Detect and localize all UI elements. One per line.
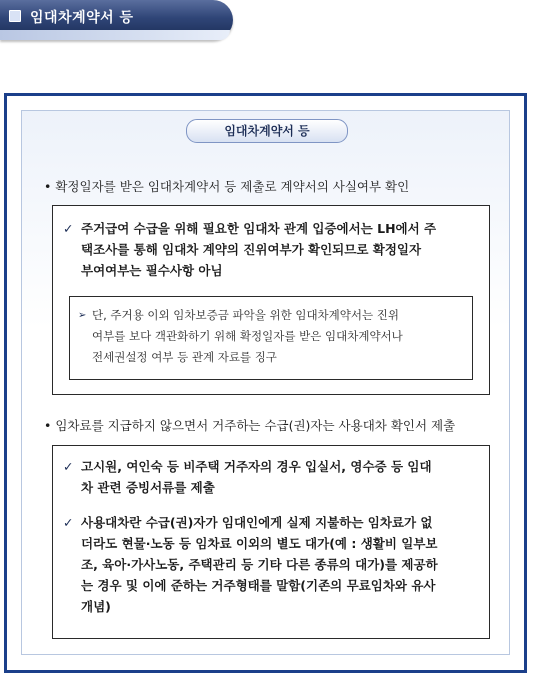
bullet-dot-icon: •: [44, 179, 56, 194]
content-panel: [21, 110, 510, 655]
checkmark-icon: ✓: [63, 515, 74, 530]
section-2-bullet: [44, 416, 455, 434]
section-1-box: [52, 205, 490, 395]
content-frame: [4, 93, 527, 673]
section-1-bullet: [44, 177, 409, 195]
header-tab: [0, 0, 233, 40]
arrow-right-icon: ➢: [78, 310, 87, 321]
check-item-text: 주거급여 수급을 위해 필요한 임대차 관계 입증에서는 LH에서 주 택조사를 통해 임대차 계약의 진위여부가 확인되므로 확정일자 부여여부는 필수사항 아님: [81, 221, 437, 278]
checkmark-icon: ✓: [63, 221, 74, 236]
square-bullet-icon: [9, 10, 21, 22]
checkmark-icon: ✓: [63, 459, 74, 474]
section-2-text: 임차료를 지급하지 않으면서 거주하는 수급(권)자는 사용대차 확인서 제출: [55, 418, 456, 433]
page-title: 임대차계약서 등: [30, 10, 134, 26]
note-box: [69, 296, 473, 380]
panel-title: 임대차계약서 등: [186, 119, 348, 143]
check-item-text: 사용대차란 수급(권)자가 임대인에게 실제 지불하는 임차료가 없 더라도 현물·노동 등 임차료 이외의 별도 대가(예 : 생활비 일부보 조, 육아·가사노동, 주택관리 등 기타 다른 종류의 대가)를 제공하 는 경우 및 이에 준하는 거주형태를 말함(기존의 무료임차와 유사 개념): [81, 515, 438, 614]
note-item-text: 단, 주거용 이외 임차보증금 파악을 위한 임대차계약서는 진위 여부를 보다 객관화하기 위해 확정일자를 받은 임대차계약서나 전세권설정 여부 등 관계 자료를 징구: [92, 308, 403, 364]
section-1-text: 확정일자를 받은 임대차계약서 등 제출로 계약서의 사실여부 확인: [55, 179, 410, 194]
bullet-dot-icon: •: [44, 418, 56, 433]
section-2-box: [52, 445, 490, 639]
check-item-text: 고시원, 여인숙 등 비주택 거주자의 경우 입실서, 영수증 등 임대 차 관련 증빙서류를 제출: [81, 459, 432, 495]
